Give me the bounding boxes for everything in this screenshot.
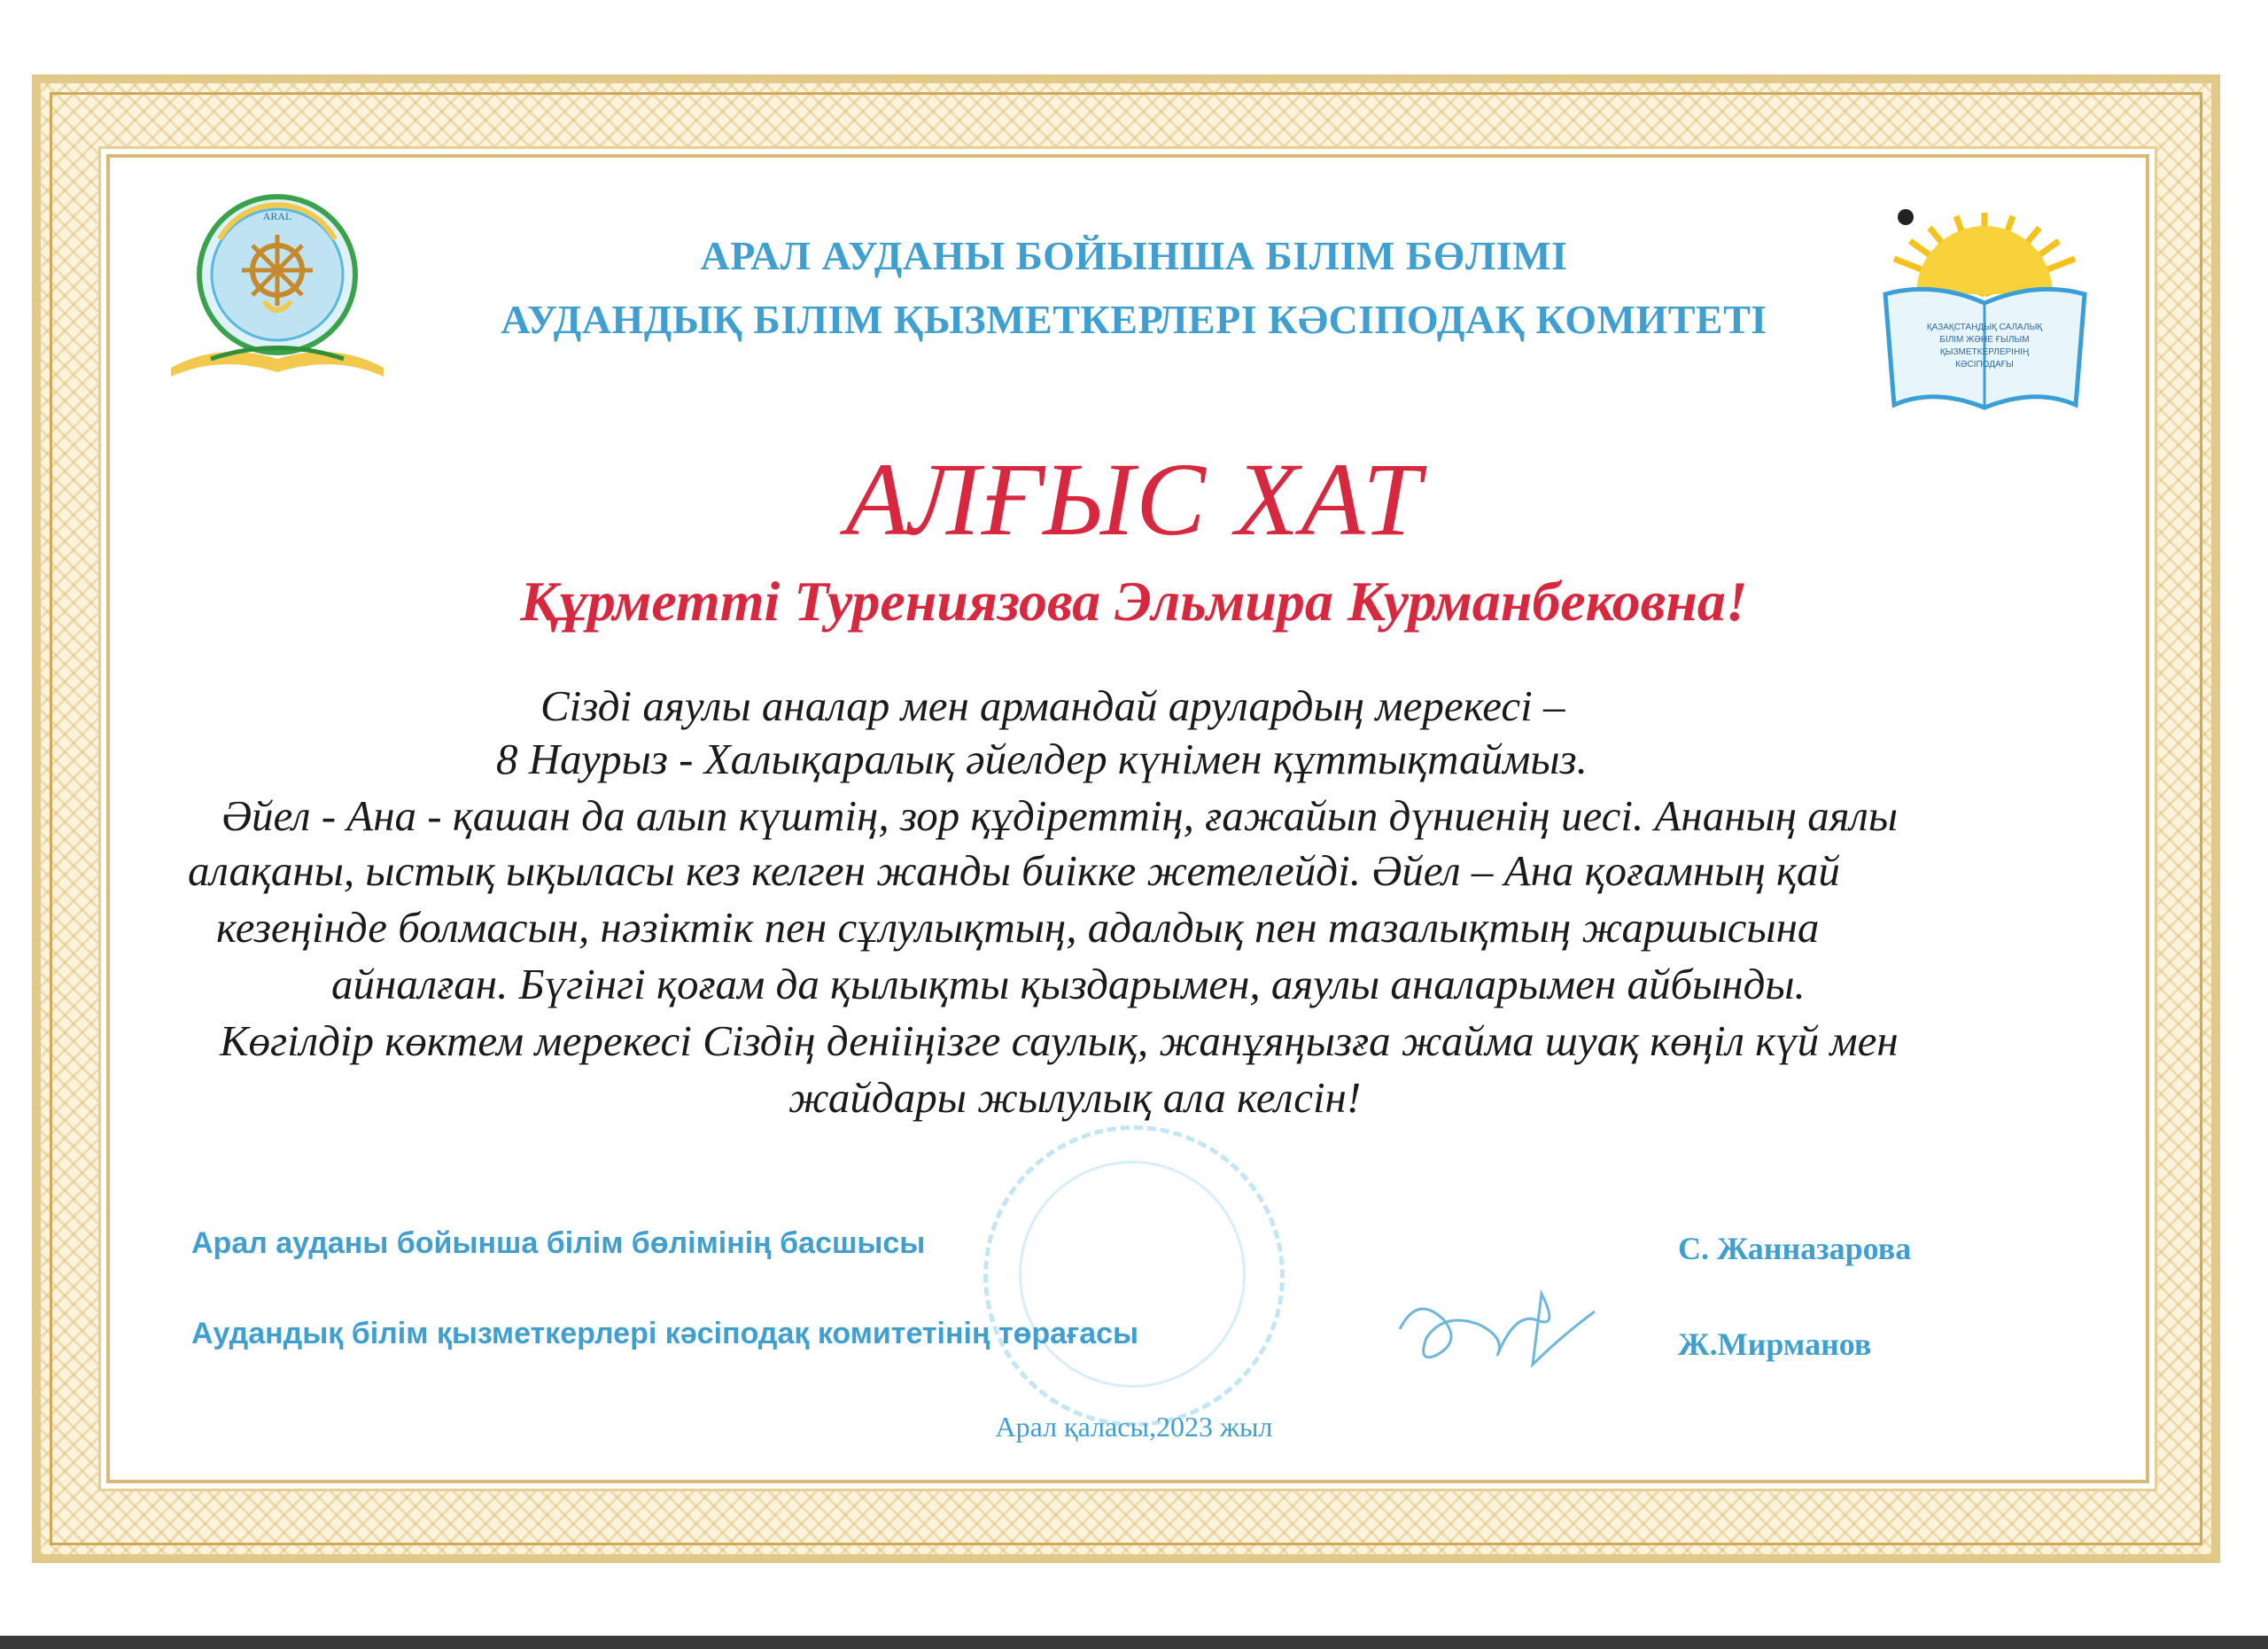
signatory-name: Ж.Мирманов xyxy=(1678,1326,1872,1362)
logo-caption-4: КӘСІПОДАҒЫ xyxy=(1955,360,2014,369)
aral-emblem-logo xyxy=(158,186,397,390)
body-line: алақаны, ыстық ықыласы кез келген жанды биікке жетелейді. Әйел – Ана қоғамның қай xyxy=(188,846,1840,895)
place-and-year: Арал қаласы,2023 жыл xyxy=(995,1411,1273,1443)
body-line: Әйел - Ана - қашан да алып күштің, зор құдіреттің, ғажайып дүниенің иесі. Ананың аялы xyxy=(221,791,1899,840)
ink-spot xyxy=(1898,209,1914,225)
emblem-caption: ARAL xyxy=(262,210,292,222)
handwritten-signature xyxy=(1382,1258,1612,1382)
body-line: Сізді аяулы аналар мен армандай арулардың мерекесі – xyxy=(540,681,1565,730)
signatory-position: Арал ауданы бойынша білім бөлімінің басшысы xyxy=(191,1226,926,1260)
body-line: Көгілдір көктем мерекесі Сіздің денііңізге саулық, жанұяңызға жайма шуақ көңіл күй мен xyxy=(220,1016,1899,1065)
body-line: жайдары жылулық ала келсін! xyxy=(788,1073,1362,1122)
header-department: АРАЛ АУДАНЫ БОЙЫНША БІЛІМ БӨЛІМІ xyxy=(700,233,1568,278)
logo-caption-3: ҚЫЗМЕТКЕРЛЕРІНІҢ xyxy=(1939,347,2030,357)
signatory-name: С. Жанназарова xyxy=(1678,1231,1912,1266)
logo-caption-2: БІЛІМ ЖӘНЕ ҒЫЛЫМ xyxy=(1939,335,2030,345)
header-committee: АУДАНДЫҚ БІЛІМ ҚЫЗМЕТКЕРЛЕРІ КӘСІПОДАҚ КОМИТЕТІ xyxy=(501,297,1767,342)
logo-caption-1: ҚАЗАҚСТАНДЫҚ САЛАЛЫҚ xyxy=(1926,323,2043,332)
official-stamp-inner xyxy=(1019,1161,1246,1388)
signatory-position: Аудандық білім қызметкерлері кәсіподақ комитетінің төрағасы xyxy=(191,1317,1139,1350)
trade-union-logo xyxy=(1876,206,2093,418)
body-line: 8 Наурыз - Халықаралық әйелдер күнімен құттықтаймыз. xyxy=(496,735,1588,783)
scan-edge xyxy=(0,1636,2268,1649)
body-line: кезеңінде болмасын, нәзіктік пен сұлулықтың, адалдық пен тазалықтың жаршысына xyxy=(216,903,1820,952)
certificate-title: АЛҒЫС ХАТ xyxy=(845,441,1423,557)
recipient-greeting: Құрметті Турениязова Эльмира Курманбековна! xyxy=(520,570,1748,633)
body-line: айналған. Бүгінгі қоғам да қылықты қыздарымен, аяулы аналарымен айбынды. xyxy=(331,960,1806,1008)
